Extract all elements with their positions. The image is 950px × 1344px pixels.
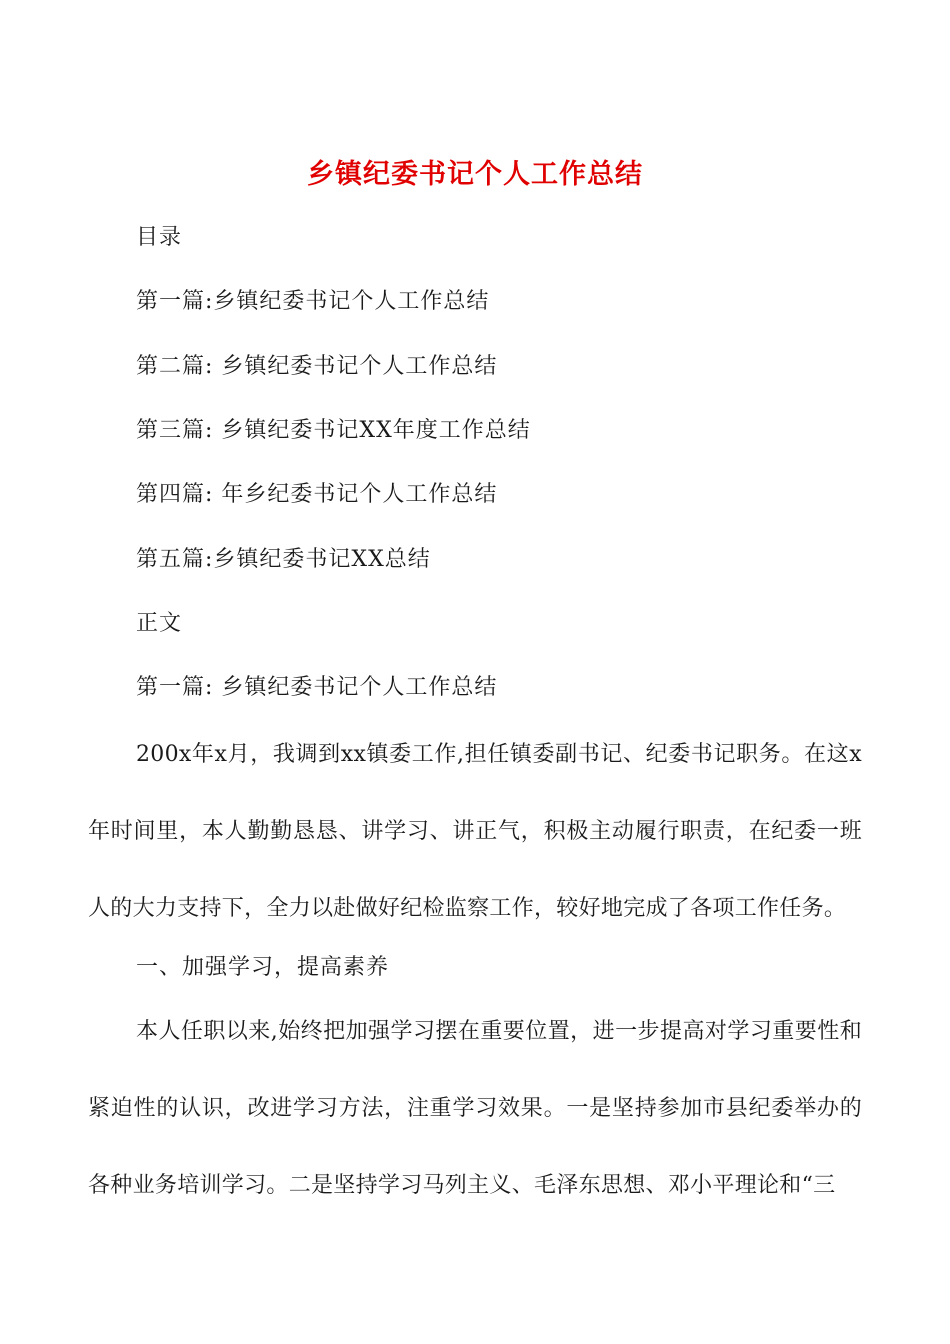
document-title: 乡镇纪委书记个人工作总结 — [307, 159, 643, 190]
body-heading: 正文 — [136, 611, 183, 636]
toc-item-4: 第四篇: 年乡纪委书记个人工作总结 — [136, 482, 498, 507]
toc-heading: 目录 — [136, 225, 183, 250]
subheading-1: 一、加强学习，提高素养 — [136, 955, 390, 980]
toc-item-5: 第五篇:乡镇纪委书记XX总结 — [136, 547, 431, 572]
paragraph-2: 本人任职以来,始终把加强学习摆在重要位置，进一步提高对学习重要性和紧迫性的认识，改进学习方法，注重学习效果。一是坚持参加市县纪委举办的各种业务培训学习。二是坚持学习马列主义、毛泽东思想、邓小平理论和“三 — [88, 1019, 862, 1198]
toc-item-2: 第二篇: 乡镇纪委书记个人工作总结 — [136, 354, 498, 379]
paragraph-1: 200x年x月，我调到xx镇委工作,担任镇委副书记、纪委书记职务。在这x年时间里，本人勤勤恳恳、讲学习、讲正气，积极主动履行职责，在纪委一班人的大力支持下，全力以赴做好纪检监察工作，较好地完成了各项工作任务。 — [88, 742, 862, 921]
section-title: 第一篇: 乡镇纪委书记个人工作总结 — [136, 675, 498, 700]
toc-item-1: 第一篇:乡镇纪委书记个人工作总结 — [136, 289, 490, 314]
toc-item-3: 第三篇: 乡镇纪委书记XX年度工作总结 — [136, 418, 531, 443]
